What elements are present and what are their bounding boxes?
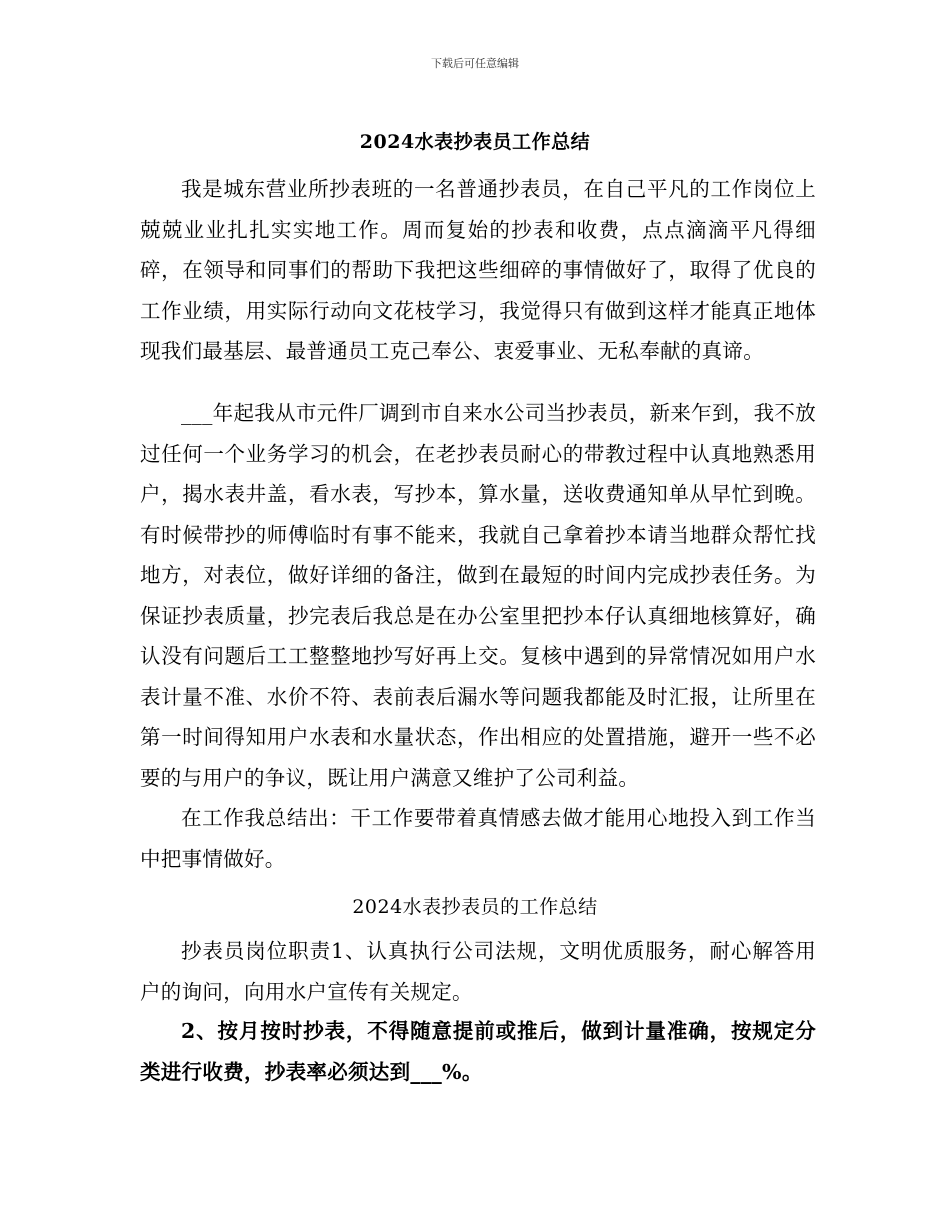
paragraph-intro: 我是城东营业所抄表班的一名普通抄表员，在自己平凡的工作岗位上兢兢业业扎扎实实地工作。周而复始的抄表和收费，点点滴滴平凡得细碎，在领导和同事们的帮助下我把这些细碎的事情做好了，取得了优良的工作业绩，用实际行动向文花枝学习，我觉得只有做到这样才能真正地体现我们最基层、最普通员工克己奉公、衷爱事业、无私奉献的真谛。 bbox=[140, 177, 816, 363]
paragraph-experience: ___年起我从市元件厂调到市自来水公司当抄表员，新来乍到，我不放过任何一个业务学习的机会，在老抄表员耐心的带教过程中认真地熟悉用户，揭水表井盖，看水表，写抄本，算水量，送收费通知单从早忙到晚。有时候带抄的师傅临时有事不能来，我就自己拿着抄本请当地群众帮忙找地方，对表位，做好详细的备注，做到在最短的时间内完成抄表任务。为保证抄表质量，抄完表后我总是在办公室里把抄本仔认真细地核算好，确认没有问题后工工整整地抄写好再上交。复核中遇到的异常情况如用户水表计量不准、水价不符、表前表后漏水等问题我都能及时汇报，让所里在第一时间得知用户水表和水量状态，作出相应的处置措施，避开一些不必要的与用户的争议，既让用户满意又维护了公司利益。 bbox=[140, 401, 816, 790]
section-title: 2024水表抄表员的工作总结 bbox=[352, 896, 598, 918]
paragraph-duty-1: 抄表员岗位职责1、认真执行公司法规，文明优质服务，耐心解答用户的询问，向用水户宣传有关规定。 bbox=[140, 939, 816, 1004]
document-title: 2024水表抄表员工作总结 bbox=[359, 131, 591, 153]
paragraph-duty-2: 2、按月按时抄表，不得随意提前或推后，做到计量准确，按规定分类进行收费，抄表率必须达到___%。 bbox=[140, 1019, 816, 1084]
header-note: 下载后可任意编辑 bbox=[431, 57, 519, 70]
paragraph-conclusion: 在工作我总结出：干工作要带着真情感去做才能用心地投入到工作当中把事情做好。 bbox=[140, 806, 816, 871]
